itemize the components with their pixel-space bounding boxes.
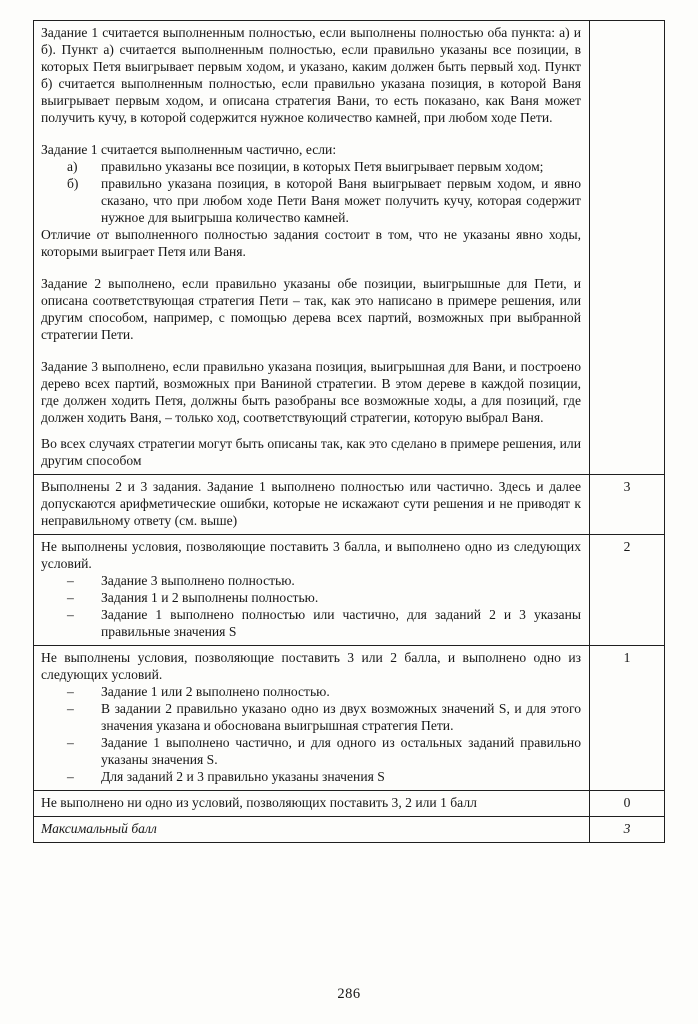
list-item xyxy=(41,683,581,700)
score-cell: 2 xyxy=(590,535,665,646)
criteria-paragraph-6: Во всех случаях стратегии могут быть описаны так, как это сделано в примере решения, или другим способом xyxy=(41,436,581,468)
table-row-max-score xyxy=(34,817,665,843)
score-row-text: Не выполнено ни одно из условий, позволяющих поставить 3, 2 или 1 балл xyxy=(41,795,477,810)
dash-marker: – xyxy=(67,684,74,699)
table-row-score-0 xyxy=(34,791,665,817)
paragraph-gap xyxy=(41,126,581,141)
list-item-text: Задание 3 выполнено полностью. xyxy=(101,573,295,588)
list-item-text: Задания 1 и 2 выполнены полностью. xyxy=(101,590,319,605)
list-item xyxy=(41,572,581,589)
table-row-score-2 xyxy=(34,535,665,646)
criteria-table xyxy=(33,20,665,843)
list-item-text: Задание 1 выполнено частично, и для одного из остальных заданий правильно указаны значения S. xyxy=(101,735,581,767)
dash-marker: – xyxy=(67,607,74,622)
list-item-text: В задании 2 правильно указано одно из двух возможных значений S, и для этого значения указана и обоснована выигрышная стратегия Пети. xyxy=(101,701,581,733)
score-cell: 3 xyxy=(590,475,665,535)
list-marker: а) xyxy=(67,159,78,174)
score-row-text: Не выполнены условия, позволяющие поставить 3 или 2 балла, и выполнено одно из следующих условий. xyxy=(41,650,581,682)
list-item-text: Задание 1 или 2 выполнено полностью. xyxy=(101,684,330,699)
criteria-paragraph-2-intro: Задание 1 считается выполненным частично, если: xyxy=(41,142,337,157)
list-item xyxy=(41,175,581,226)
list-item-text: правильно указаны все позиции, в которых Петя выигрывает первым ходом; xyxy=(101,159,544,174)
list-item xyxy=(41,158,581,175)
list-item-text: Для заданий 2 и 3 правильно указаны значения S xyxy=(101,769,385,784)
criteria-cell xyxy=(34,646,590,791)
list-marker: б) xyxy=(67,176,79,191)
list-item xyxy=(41,768,581,785)
paragraph-gap xyxy=(41,426,581,435)
score-row-text: Не выполнены условия, позволяющие поставить 3 балла, и выполнено одно из следующих условий. xyxy=(41,539,581,571)
score-row-text: Выполнены 2 и 3 задания. Задание 1 выполнено полностью или частично. Здесь и далее допускаются арифметические ошибки, которые не искажают сути решения и не приводят к неправильному ответу (см. выше) xyxy=(41,479,581,528)
criteria-cell xyxy=(34,535,590,646)
criteria-cell xyxy=(34,475,590,535)
page-number: 286 xyxy=(337,986,361,1002)
table-row-score-3 xyxy=(34,475,665,535)
score-cell-empty xyxy=(590,21,665,475)
criteria-paragraph-1: Задание 1 считается выполненным полностью, если выполнены полностью оба пункта: а) и б). Пункт а) считается выполненным полностью, если правильно указаны все позиции, в которых Петя выигрывает первым ходом, и указано, каким должен быть первый ход. Пункт б) считается выполненным полностью, если правильно указана позиция, в которой Ваня выигрывает первым ходом, и описана стратегия Вани, то есть показано, как Ваня может получить кучу, в которой содержится нужное количество камней, при любом ходе Пети. xyxy=(41,25,581,125)
paragraph-gap xyxy=(41,343,581,358)
criteria-cell xyxy=(34,791,590,817)
score-cell: 1 xyxy=(590,646,665,791)
max-score-label: Максимальный балл xyxy=(34,817,590,843)
score-cell: 0 xyxy=(590,791,665,817)
dash-marker: – xyxy=(67,769,74,784)
list-item xyxy=(41,700,581,734)
list-item xyxy=(41,589,581,606)
list-item xyxy=(41,606,581,640)
paragraph-gap xyxy=(41,260,581,275)
dash-marker: – xyxy=(67,590,74,605)
table-row-criteria xyxy=(34,21,665,475)
dash-marker: – xyxy=(67,735,74,750)
list-item xyxy=(41,734,581,768)
criteria-paragraph-4: Задание 2 выполнено, если правильно указаны обе позиции, выигрышные для Пети, и описана соответствующая стратегия Пети – так, как это написано в примере решения, или другим способом, например, с помощью дерева всех партий, возможных при выбранной стратегии Пети. xyxy=(41,276,581,342)
criteria-paragraph-5: Задание 3 выполнено, если правильно указана позиция, выигрышная для Вани, и построено дерево всех партий, возможных при Ваниной стратегии. В этом дереве в каждой позиции, где должен ходить Петя, должны быть разобраны все возможные ходы, а для позиций, где должен ходить Ваня, – только ход, соответствующий стратегии, которую выбрал Ваня. xyxy=(41,359,581,425)
max-score-cell: 3 xyxy=(590,817,665,843)
criteria-paragraph-3: Отличие от выполненного полностью задания состоит в том, что не указаны явно ходы, которыми выиграет Петя или Ваня. xyxy=(41,227,581,259)
dash-marker: – xyxy=(67,701,74,716)
criteria-cell xyxy=(34,21,590,475)
table-row-score-1 xyxy=(34,646,665,791)
list-item-text: Задание 1 выполнено полностью или частично, для заданий 2 и 3 указаны правильные значения S xyxy=(101,607,581,639)
dash-marker: – xyxy=(67,573,74,588)
list-item-text: правильно указана позиция, в которой Ваня выигрывает первым ходом, и явно сказано, что при любом ходе Пети Ваня может получить кучу, которая содержит нужное для выигрыша количество камней. xyxy=(101,176,581,225)
